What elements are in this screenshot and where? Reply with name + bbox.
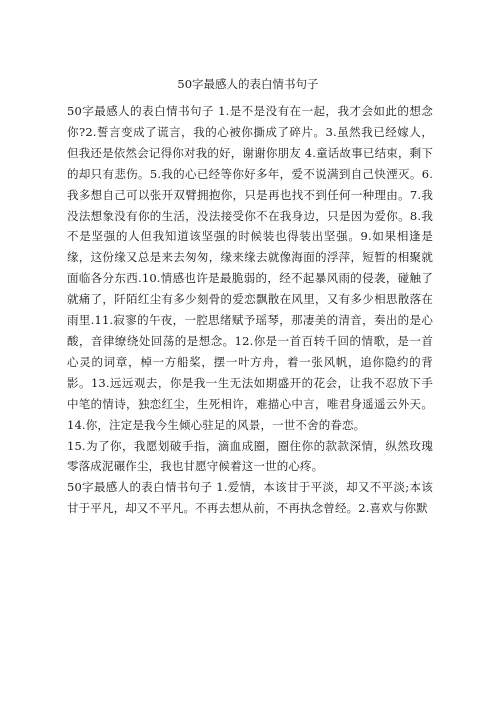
- paragraph: 50字最感人的表白情书句子 1.是不是没有在一起，我才会如此的想念你?2.誓言变成了谎言，我的心被你撕成了碎片。3.虽然我已经嫁人，但我还是依然会记得你对我的好，谢谢你朋友 4.童话故事已结束，剩下的却只有悲伤。5.我的心已经等你好多年，爱不说满到自己快湮灭。6.我多想自己可以张开双臂拥抱你，只是再也找不到任何一种理由。7.我没法想象没有你的生活，没法接受你不在我身边，只是因为爱你。8.我不是坚强的人但我知道该坚强的时候装也得装出坚强。9.如果相逢是缘，这份缘又总是来去匆匆，缘来缘去就像海面的浮萍，短暂的相聚就面临各分东西.10.情感也许是最脆弱的，经不起暴风雨的侵袭，碰触了就痛了，阡陌红尘有多少刻骨的爱恋飘散在风里，又有多少相思散落在雨里.11.寂寥的午夜，一腔思绪赋予瑶琴，那凄美的清音，奏出的是心酸，音律缭绕处回荡的是想念。12.你是一首百转千回的情歌，是一首心灵的词章，棹一方船桨，摆一叶方舟，着一张风帆，追你隐约的背影。13.远远观去，你是我一生无法如期盛开的花会，让我不忍放下手中笔的情诗，独恋红尘，生死相许，难描心中言，唯君身遥遥云外天。14.你，注定是我今生倾心驻足的风景，一世不舍的眷恋。: [67, 104, 433, 432]
- document-title: 50字最感人的表白情书句子: [177, 77, 319, 91]
- paragraph: 50字最感人的表白情书句子 1.爱情，本该甘于平淡，却又不平淡;本该甘于平凡，却又不平凡。不再去想从前，不再执念曾经。2.喜欢与你默: [67, 480, 433, 516]
- document-body: [67, 101, 433, 519]
- paragraph: 15.为了你，我愿划破手指，滴血成圈，圈住你的款款深情，纵然玫瑰零落成泥碾作尘，我也甘愿守候着这一世的心疼。: [67, 438, 433, 474]
